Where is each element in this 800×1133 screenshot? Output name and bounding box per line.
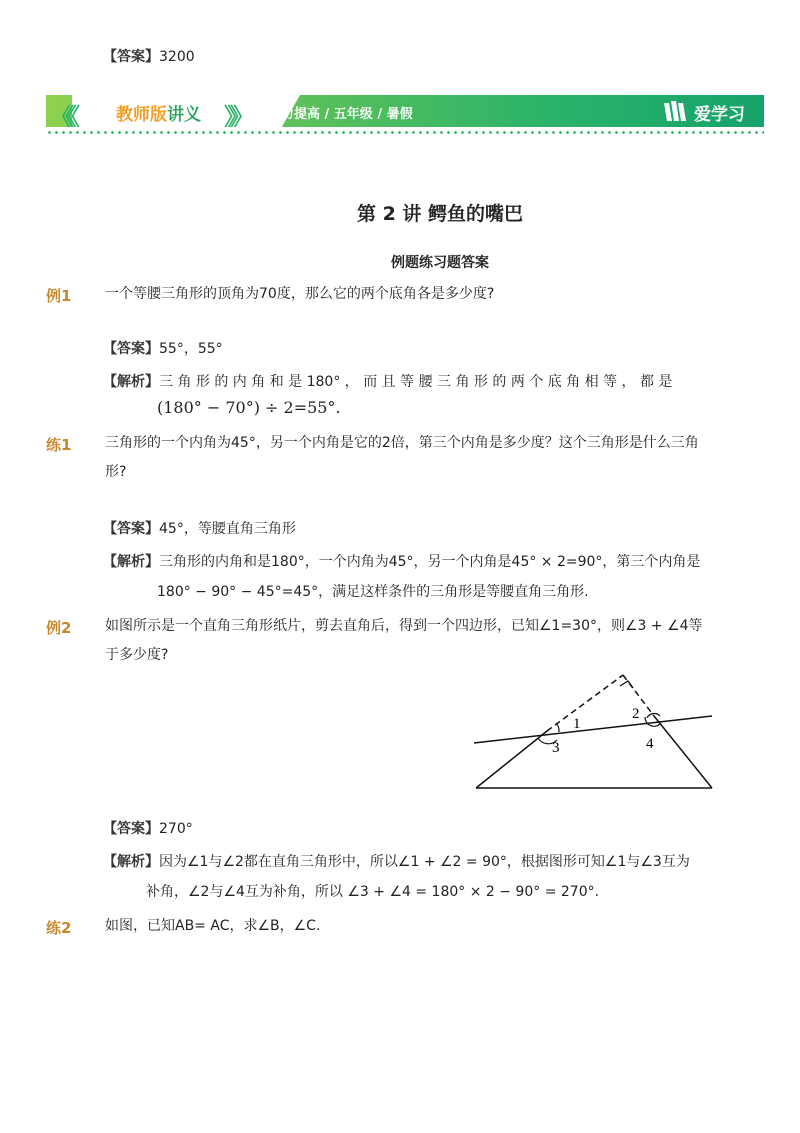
example-1-answer: 【答案】55°，55° xyxy=(103,341,223,357)
example-1-label: 例1 xyxy=(46,287,72,305)
left-side xyxy=(476,731,547,788)
practice-1-question-line1: 三角形的一个内角为45°，另一个内角是它的2倍，第三个内角是多少度？这个三角形是什么三角 xyxy=(105,435,699,451)
practice-1-label: 练1 xyxy=(46,436,72,454)
practice-2-question: 如图，已知AB= AC，求∠B，∠C. xyxy=(105,918,321,934)
dashed-edge-left xyxy=(547,675,623,731)
header-banner xyxy=(46,95,764,127)
double-chevron-right-icon: 》》 xyxy=(224,103,248,127)
angle-label-4: 4 xyxy=(646,736,654,752)
angle-label-3: 3 xyxy=(552,740,560,756)
cut-triangle-figure xyxy=(470,668,720,793)
banner-dotted-line xyxy=(46,131,764,134)
angle-1-arc xyxy=(556,723,559,732)
example-2-question-line2: 于多少度? xyxy=(105,647,169,663)
example-2-answer: 【答案】270° xyxy=(103,821,193,837)
answer-value: 3200 xyxy=(159,49,195,65)
example-2-question-line1: 如图所示是一个直角三角形纸片，剪去直角后，得到一个四边形，已知∠1=30°，则∠3 + ∠4等 xyxy=(105,618,703,634)
top-answer xyxy=(103,46,195,66)
answer-tag: 【答案】 xyxy=(103,49,159,65)
brand-logo-icon xyxy=(664,99,690,123)
cut-line xyxy=(474,716,712,743)
breadcrumb: 能力提高 / 五年级 / 暑假 xyxy=(268,107,413,122)
practice-2-label: 练2 xyxy=(46,919,72,937)
example-1-analysis-formula: (180° − 70°) ÷ 2=55°. xyxy=(157,398,341,417)
example-1-analysis: 【解析】三 角 形 的 内 角 和 是 180° ， 而 且 等 腰 三 角 形 的 两 个 底 角 相 等 ， 都 是 xyxy=(103,374,673,390)
example-2-analysis: 【解析】因为∠1与∠2都在直角三角形中，所以∠1 + ∠2 = 90°，根据图形可知∠1与∠3互为 xyxy=(103,854,690,870)
right-side xyxy=(654,716,712,788)
right-angle-mark xyxy=(620,681,633,688)
section-title: 例题练习题答案 xyxy=(391,255,489,271)
brand-name: 爱学习 xyxy=(694,105,745,125)
angle-label-2: 2 xyxy=(632,706,640,722)
example-2-label: 例2 xyxy=(46,619,72,637)
angle-label-1: 1 xyxy=(573,716,581,732)
practice-1-question-line2: 形? xyxy=(105,464,127,480)
banner-title: 教师版讲义 xyxy=(116,105,201,125)
lecture-title: 第 2 讲 鳄鱼的嘴巴 xyxy=(356,203,524,225)
practice-1-analysis: 【解析】三角形的内角和是180°，一个内角为45°，另一个内角是45° × 2=90°，第三个内角是 xyxy=(103,554,701,570)
practice-1-answer: 【答案】45°，等腰直角三角形 xyxy=(103,521,296,537)
example-2-analysis-line2: 补角，∠2与∠4互为补角，所以 ∠3 + ∠4 = 180° × 2 − 90° = 270°. xyxy=(146,884,600,900)
practice-1-analysis-line2: 180° − 90° − 45°=45°，满足这样条件的三角形是等腰直角三角形. xyxy=(157,584,589,600)
example-1-question: 一个等腰三角形的顶角为70度，那么它的两个底角各是多少度? xyxy=(105,286,495,302)
double-chevron-left-icon: 《《 xyxy=(50,103,74,127)
